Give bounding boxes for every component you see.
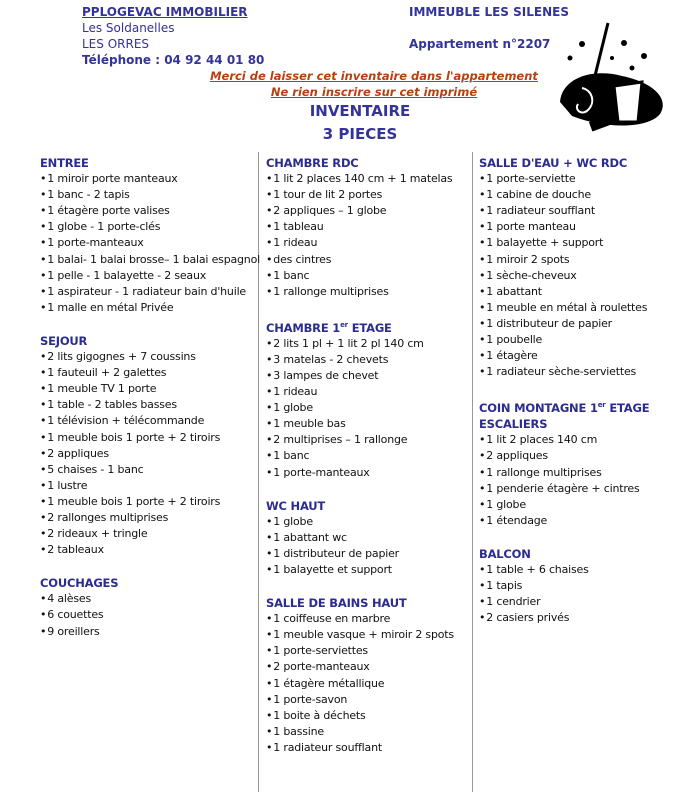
room-title: ENTREE — [40, 156, 89, 170]
room-section — [40, 155, 260, 316]
inventory-item: • 1 tour de lit 2 portes — [266, 187, 454, 203]
column-3 — [479, 155, 649, 643]
inventory-item: • 5 chaises - 1 banc — [40, 462, 260, 478]
inventory-item: • 1 meuble bois 1 porte + 2 tiroirs — [40, 494, 260, 510]
inventory-item: • 2 lits gigognes + 7 coussins — [40, 349, 260, 365]
room-title: COUCHAGES — [40, 576, 119, 591]
inventory-item: • 1 meuble bois 1 porte + 2 tiroirs — [40, 430, 260, 446]
inventory-item: • 1 abattant wc — [266, 530, 454, 546]
apartment-number: Appartement n°2207 — [409, 37, 551, 51]
inventory-item: • 1 tapis — [479, 578, 649, 594]
inventory-item: • 1 porte-savon — [266, 692, 454, 708]
address-line-2: LES ORRES — [82, 37, 150, 51]
inventory-item: • 1 distributeur de papier — [266, 546, 454, 562]
mop-bucket-cleaning-icon — [552, 18, 672, 138]
inventory-item: • 2 casiers privés — [479, 610, 649, 626]
inventory-item: • 1 tableau — [266, 219, 454, 235]
inventory-item: • 1 cendrier — [479, 594, 649, 610]
inventory-item: • 1 étagère — [479, 348, 649, 364]
room-section — [479, 397, 649, 529]
inventory-item: • 3 matelas - 2 chevets — [266, 352, 454, 368]
room-section — [40, 575, 260, 639]
inventory-item: • 1 meuble bas — [266, 416, 454, 432]
inventory-item: • 1 radiateur soufflant — [479, 203, 649, 219]
inventory-item: • 1 poubelle — [479, 332, 649, 348]
inventory-item: • 1 aspirateur - 1 radiateur bain d'huile — [40, 284, 260, 300]
inventory-item: • 1 meuble vasque + miroir 2 spots — [266, 627, 454, 643]
subtitle: 3 PIECES — [322, 125, 398, 143]
inventory-item: • 2 tableaux — [40, 542, 260, 558]
inventory-item: • 1 cabine de douche — [479, 187, 649, 203]
inventory-item: • 1 abattant — [479, 284, 649, 300]
inventory-item: • 1 miroir porte manteaux — [40, 171, 260, 187]
room-title: SALLE D'EAU + WC RDC — [479, 156, 628, 170]
inventory-item: • 1 distributeur de papier — [479, 316, 649, 332]
inventory-item: • 1 balayette et support — [266, 562, 454, 578]
inventory-item: • 1 radiateur sèche-serviettes — [479, 364, 649, 380]
inventory-item: • 1 sèche-cheveux — [479, 268, 649, 284]
inventory-item: • 2 appliques — [479, 448, 649, 464]
inventory-item: • 2 rideaux + tringle — [40, 526, 260, 542]
room-section — [266, 498, 454, 578]
inventory-item: • 1 lustre — [40, 478, 260, 494]
room-section — [266, 595, 454, 756]
inventory-item: • 1 balai- 1 balai brosse– 1 balai espagnol — [40, 252, 260, 268]
inventory-item: • 1 rideau — [266, 235, 454, 251]
inventory-item: • des cintres — [266, 252, 454, 268]
inventory-item: • 2 rallonges multiprises — [40, 510, 260, 526]
room-title: CHAMBRE 1er ETAGE — [266, 320, 392, 335]
inventory-item: • 1 miroir 2 spots — [479, 252, 649, 268]
inventory-item: • 1 penderie étagère + cintres — [479, 481, 649, 497]
inventory-item: • 1 rideau — [266, 384, 454, 400]
inventory-item: • 1 radiateur soufflant — [266, 740, 454, 756]
inventory-item: • 1 rallonge multiprises — [479, 465, 649, 481]
inventory-item: • 2 appliques – 1 globe — [266, 203, 454, 219]
notice-leave-inventory: Merci de laisser cet inventaire dans l'appartement — [210, 69, 538, 83]
inventory-item: • 1 malle en métal Privée — [40, 300, 260, 316]
inventory-item: • 4 alèses — [40, 591, 260, 607]
column-2 — [266, 155, 454, 773]
inventory-item: • 1 porte-serviettes — [266, 643, 454, 659]
inventory-item: • 1 meuble TV 1 porte — [40, 381, 260, 397]
room-title: ESCALIERS — [479, 417, 548, 432]
inventory-item: • 1 télévision + télécommande — [40, 413, 260, 429]
inventory-item: • 1 porte-serviette — [479, 171, 649, 187]
room-title: BALCON — [479, 546, 531, 561]
notice-do-not-write: Ne rien inscrire sur cet imprimé — [270, 85, 478, 99]
room-section — [40, 333, 260, 558]
inventory-item: • 1 meuble en métal à roulettes — [479, 300, 649, 316]
column-1 — [40, 155, 260, 657]
inventory-item: • 2 multiprises – 1 rallonge — [266, 432, 454, 448]
column-divider — [472, 152, 473, 792]
title: INVENTAIRE — [309, 102, 411, 120]
inventory-item: • 1 lit 2 places 140 cm — [479, 432, 649, 448]
room-title: SALLE DE BAINS HAUT — [266, 596, 407, 611]
inventory-item: • 1 étagère métallique — [266, 676, 454, 692]
inventory-item: • 1 boite à déchets — [266, 708, 454, 724]
inventory-item: • 1 table + 6 chaises — [479, 562, 649, 578]
inventory-item: • 1 étagère porte valises — [40, 203, 260, 219]
address-line-1: Les Soldanelles — [82, 21, 175, 35]
inventory-item: • 1 bassine — [266, 724, 454, 740]
inventory-item: • 1 globe — [266, 514, 454, 530]
room-section — [479, 155, 649, 380]
room-title: SEJOUR — [40, 333, 88, 348]
phone: Téléphone : 04 92 44 01 80 — [82, 53, 265, 67]
inventory-item: • 1 coiffeuse en marbre — [266, 611, 454, 627]
room-title: WC HAUT — [266, 498, 326, 513]
room-title: CHAMBRE RDC — [266, 156, 359, 170]
room-title: COIN MONTAGNE 1er ETAGE — [479, 401, 650, 416]
inventory-item: • 1 balayette + support — [479, 235, 649, 251]
inventory-item: • 1 globe — [266, 400, 454, 416]
inventory-item: • 1 pelle - 1 balayette - 2 seaux — [40, 268, 260, 284]
inventory-item: • 1 banc — [266, 268, 454, 284]
inventory-item: • 1 lit 2 places 140 cm + 1 matelas — [266, 171, 454, 187]
inventory-item: • 1 table - 2 tables basses — [40, 397, 260, 413]
inventory-item: • 9 oreillers — [40, 624, 260, 640]
inventory-item: • 1 banc — [266, 448, 454, 464]
building-name: IMMEUBLE LES SILENES — [409, 5, 569, 19]
inventory-item: • 2 appliques — [40, 446, 260, 462]
inventory-item: • 1 porte manteau — [479, 219, 649, 235]
room-section — [266, 155, 454, 300]
inventory-item: • 1 globe — [479, 497, 649, 513]
inventory-item: • 2 porte-manteaux — [266, 659, 454, 675]
inventory-item: • 2 lits 1 pl + 1 lit 2 pl 140 cm — [266, 336, 454, 352]
inventory-item: • 1 banc - 2 tapis — [40, 187, 260, 203]
inventory-item: • 1 étendage — [479, 513, 649, 529]
inventory-item: • 3 lampes de chevet — [266, 368, 454, 384]
room-section — [266, 317, 454, 481]
inventory-item: • 1 porte-manteaux — [266, 465, 454, 481]
inventory-item: • 1 porte-manteaux — [40, 235, 260, 251]
agency-name: PPLOGEVAC IMMOBILIER — [82, 5, 248, 19]
room-section — [479, 546, 649, 626]
inventory-item: • 1 rallonge multiprises — [266, 284, 454, 300]
inventory-item: • 6 couettes — [40, 607, 260, 623]
inventory-item: • 1 globe - 1 porte-clés — [40, 219, 260, 235]
inventory-item: • 1 fauteuil + 2 galettes — [40, 365, 260, 381]
